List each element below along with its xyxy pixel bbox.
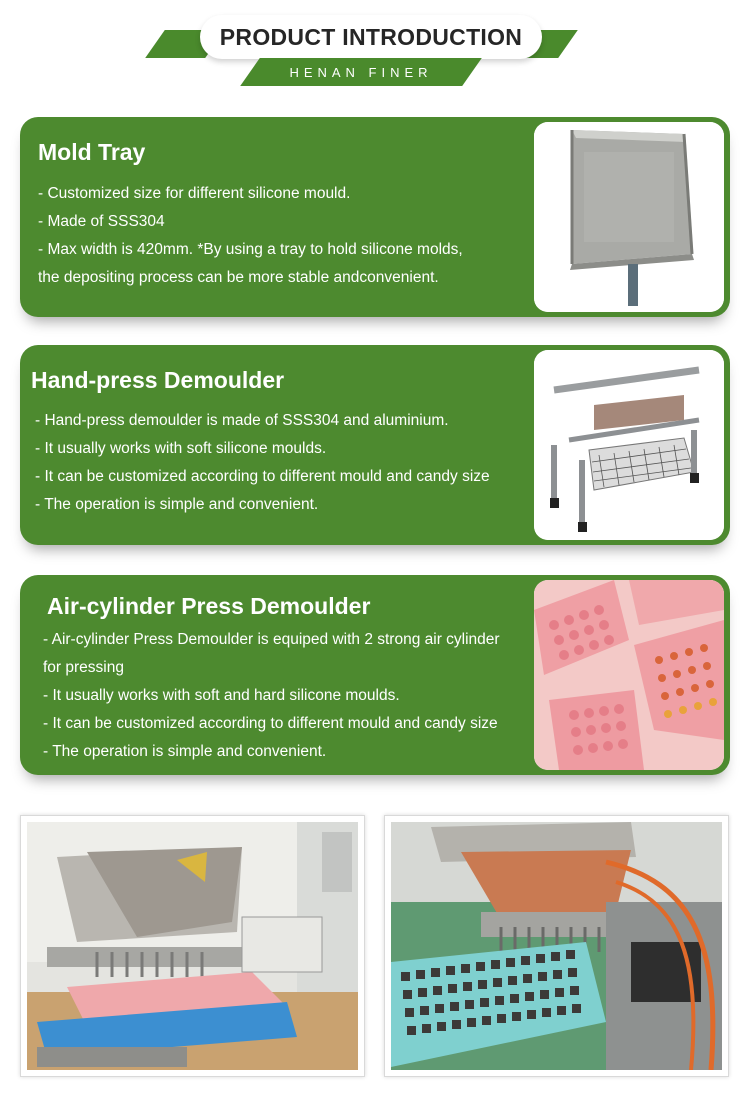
header-title-box	[200, 15, 542, 59]
card-description	[35, 407, 490, 519]
card-title: Air-cylinder Press Demoulder	[47, 593, 371, 619]
card-description	[38, 180, 463, 292]
card-title: Mold Tray	[38, 139, 146, 165]
card-line: - Made of SSS304	[38, 213, 165, 230]
card-line: - Hand-press demoulder is made of SSS304 and aluminium.	[35, 412, 449, 429]
card-line: - Max width is 420mm. *By using a tray to hold silicone molds,	[38, 241, 463, 258]
depositing-machine-pink-mould-photo	[20, 815, 365, 1077]
card-description	[43, 626, 500, 766]
card-line: - It can be customized according to different mould and candy size	[35, 468, 490, 485]
card-line: - The operation is simple and convenient.	[43, 743, 327, 760]
mold-tray-photo	[534, 122, 724, 312]
card-line: - It usually works with soft silicone moulds.	[35, 440, 327, 457]
feature-card-hand-press-demoulder	[20, 345, 730, 545]
card-line: the depositing process can be more stable andconvenient.	[38, 269, 439, 286]
feature-card-air-cylinder-demoulder	[20, 575, 730, 775]
silicone-gummy-moulds-photo	[534, 580, 724, 770]
card-title: Hand-press Demoulder	[31, 367, 285, 393]
card-line: for pressing	[43, 659, 124, 676]
card-line: - Air-cylinder Press Demoulder is equiped with 2 strong air cylinder	[43, 631, 500, 648]
section-header	[0, 0, 750, 100]
page-title: PRODUCT INTRODUCTION	[219, 23, 523, 50]
page-subtitle: HENAN FINER	[289, 64, 433, 80]
hand-press-demoulder-photo	[534, 350, 724, 540]
card-line: - It usually works with soft and hard silicone moulds.	[43, 687, 400, 704]
card-line: - The operation is simple and convenient.	[35, 496, 319, 513]
card-line: - Customized size for different silicone mould.	[38, 185, 351, 202]
depositing-machine-blue-mould-photo	[384, 815, 729, 1077]
feature-card-mold-tray	[20, 117, 730, 317]
card-line: - It can be customized according to different mould and candy size	[43, 715, 498, 732]
